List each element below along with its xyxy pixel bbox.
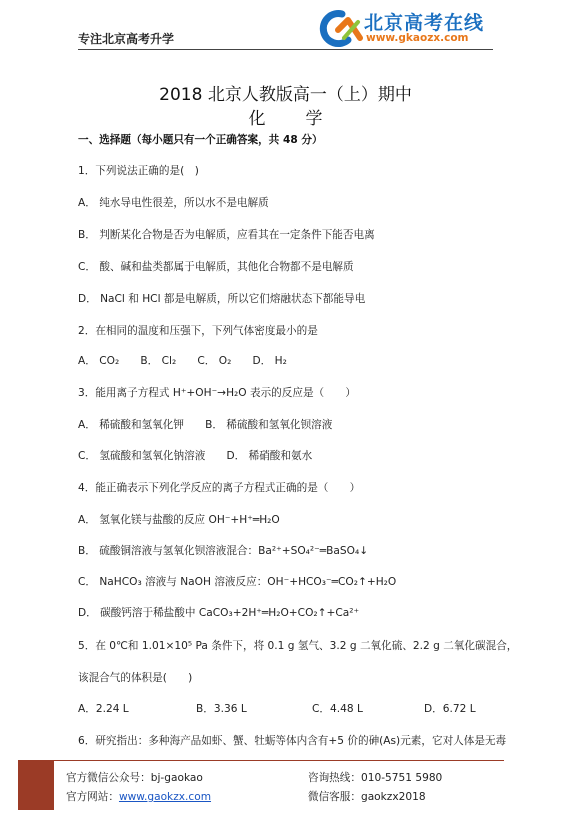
question-line: C． NaHCO₃ 溶液与 NaOH 溶液反应：OH⁻+HCO₃⁻═CO₂↑+H₂O	[78, 576, 397, 588]
logo-title: 北京高考在线	[364, 12, 485, 34]
question-line: 1．下列说法正确的是( )	[78, 165, 199, 177]
question-line: 6．研究指出：多种海产品如虾、蟹、牡蛎等体内含有+5 价的砷(As)元素，它对人体是无毒	[78, 735, 507, 747]
document-subject	[0, 104, 571, 129]
question-line: A． 稀硫酸和氢氧化钾 B． 稀硫酸和氢氧化钡溶液	[78, 419, 333, 431]
question-line: A． 氢氧化镁与盐酸的反应 OH⁻+H⁺═H₂O	[78, 514, 280, 526]
footer-hotline-value: 010-5751 5980	[360, 772, 443, 784]
footer-service	[308, 789, 426, 804]
footer-hotline-label: 咨询热线：	[308, 772, 361, 784]
header-slogan: 专注北京高考升学	[78, 32, 175, 46]
footer-site-label: 官方网站：	[66, 791, 119, 803]
question-line: C． 氢硫酸和氢氧化钠溶液 D． 稀硝酸和氨水	[78, 450, 313, 462]
footer-service-value: gaokzx2018	[360, 791, 426, 803]
subject-char-1: 化	[248, 109, 266, 129]
header-divider	[78, 49, 493, 50]
question-line: 5．在 0℃和 1.01×10⁵ Pa 条件下，将 0.1 g 氢气、3.2 g 二氧化硫、2.2 g 二氧化碳混合，	[78, 640, 518, 652]
footer-site-link[interactable]: www.gaokzx.com	[118, 791, 212, 803]
footer-hotline	[308, 770, 442, 785]
footer-divider	[54, 760, 504, 761]
question-line: B． 判断某化合物是否为电解质，应看其在一定条件下能否电离	[78, 229, 375, 241]
answer-option: B．3.36 L	[196, 703, 247, 715]
logo-mark-icon	[318, 8, 364, 48]
document-title: 2018 北京人教版高一（上）期中	[159, 85, 412, 105]
logo-url: www.gkaozx.com	[366, 32, 469, 44]
answer-option: D．6.72 L	[424, 703, 476, 715]
question-line: 4．能正确表示下列化学反应的离子方程式正确的是（ ）	[78, 482, 361, 494]
footer-accent-bar	[18, 760, 54, 810]
section-heading: 一、选择题（每小题只有一个正确答案，共 48 分）	[78, 134, 323, 146]
footer-site	[66, 789, 211, 804]
site-logo[interactable]	[318, 8, 518, 48]
question-line: D． NaCl 和 HCl 都是电解质，所以它们熔融状态下都能导电	[78, 293, 366, 305]
footer-wechat-value: bj-gaokao	[150, 772, 203, 784]
answer-option: A．2.24 L	[78, 703, 129, 715]
question-line: A． CO₂ B． Cl₂ C． O₂ D． H₂	[78, 355, 287, 367]
footer-wechat	[66, 770, 203, 785]
question-line: A． 纯水导电性很差，所以水不是电解质	[78, 197, 269, 209]
subject-char-2: 学	[305, 109, 323, 129]
question-line: B． 硫酸铜溶液与氢氧化钡溶液混合：Ba²⁺+SO₄²⁻═BaSO₄↓	[78, 545, 369, 557]
footer-wechat-label: 官方微信公众号：	[66, 772, 151, 784]
question-line: C． 酸、碱和盐类都属于电解质，其他化合物都不是电解质	[78, 261, 354, 273]
answer-option: C．4.48 L	[312, 703, 363, 715]
question-line: 2．在相同的温度和压强下，下列气体密度最小的是	[78, 325, 318, 337]
footer-service-label: 微信客服：	[308, 791, 361, 803]
question-line: 该混合气的体积是( )	[78, 672, 193, 684]
question-line: 3．能用离子方程式 H⁺+OH⁻→H₂O 表示的反应是（ ）	[78, 387, 356, 399]
question-line: D． 碳酸钙溶于稀盐酸中 CaCO₃+2H⁺═H₂O+CO₂↑+Ca²⁺	[78, 607, 360, 619]
